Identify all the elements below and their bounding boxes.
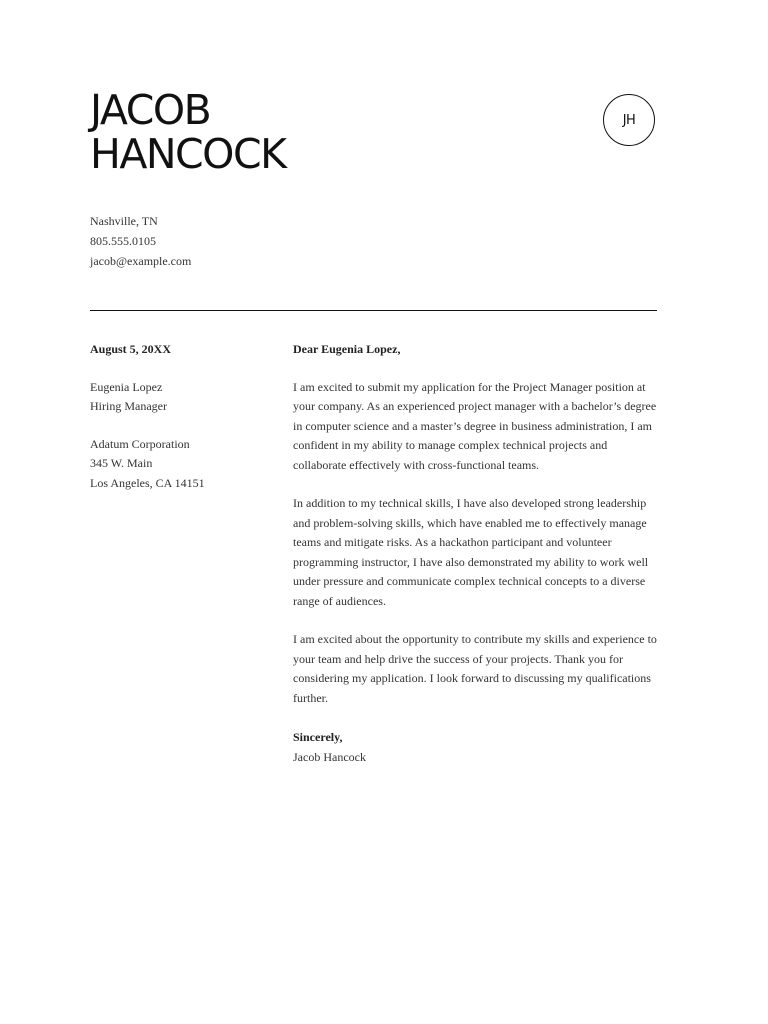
contact-phone: 805.555.0105 [90, 234, 156, 248]
monogram-initials: JH [622, 112, 636, 128]
letter-salutation: Dear Eugenia Lopez, [293, 342, 401, 356]
contact-location: Nashville, TN [90, 214, 158, 228]
recipient-title: Hiring Manager [90, 399, 167, 413]
recipient-company: Adatum Corporation [90, 436, 190, 451]
recipient-person [90, 378, 280, 417]
applicant-name [90, 88, 285, 176]
contact-info [90, 211, 191, 271]
first-name: JACOB [90, 86, 211, 134]
recipient-street: 345 W. Main [90, 456, 153, 470]
recipient-city: Los Angeles, CA 14151 [90, 475, 205, 490]
last-name: HANCOCK [90, 130, 286, 178]
contact-email: jacob@example.com [90, 254, 192, 268]
letter-paragraph: In addition to my technical skills, I have also developed strong leadership and problem-solving skills, which have enabled me to effectively manage teams and mitigate risks. As a hackathon participant and volunteer programming instructor, I have also demonstrated my ability to work well under pressure and communicate complex technical concepts to a diverse range of audiences. [293, 496, 649, 608]
recipient-address [90, 435, 280, 494]
header-divider [90, 310, 657, 311]
letter-paragraph: I am excited to submit my application for the Project Manager position at your company. As an experienced project manager with a bachelor’s degree in computer science and a master’s degree in business administration, I am confident in my ability to manage complex technical projects and collaborate effectively with cross-functional teams. [293, 379, 657, 472]
recipient-name: Eugenia Lopez [90, 379, 163, 394]
monogram-badge [603, 94, 655, 146]
recipient-column [90, 340, 280, 511]
letter-body [293, 340, 659, 767]
letter-date: August 5, 20XX [90, 342, 172, 356]
letter-signature: Jacob Hancock [293, 749, 366, 764]
letter-closing: Sincerely, [293, 730, 343, 744]
letter-paragraph: I am excited about the opportunity to contribute my skills and experience to your team and help drive the success of your projects. Thank you for considering my application. I look forward to discussing my qualifications further. [293, 632, 657, 705]
